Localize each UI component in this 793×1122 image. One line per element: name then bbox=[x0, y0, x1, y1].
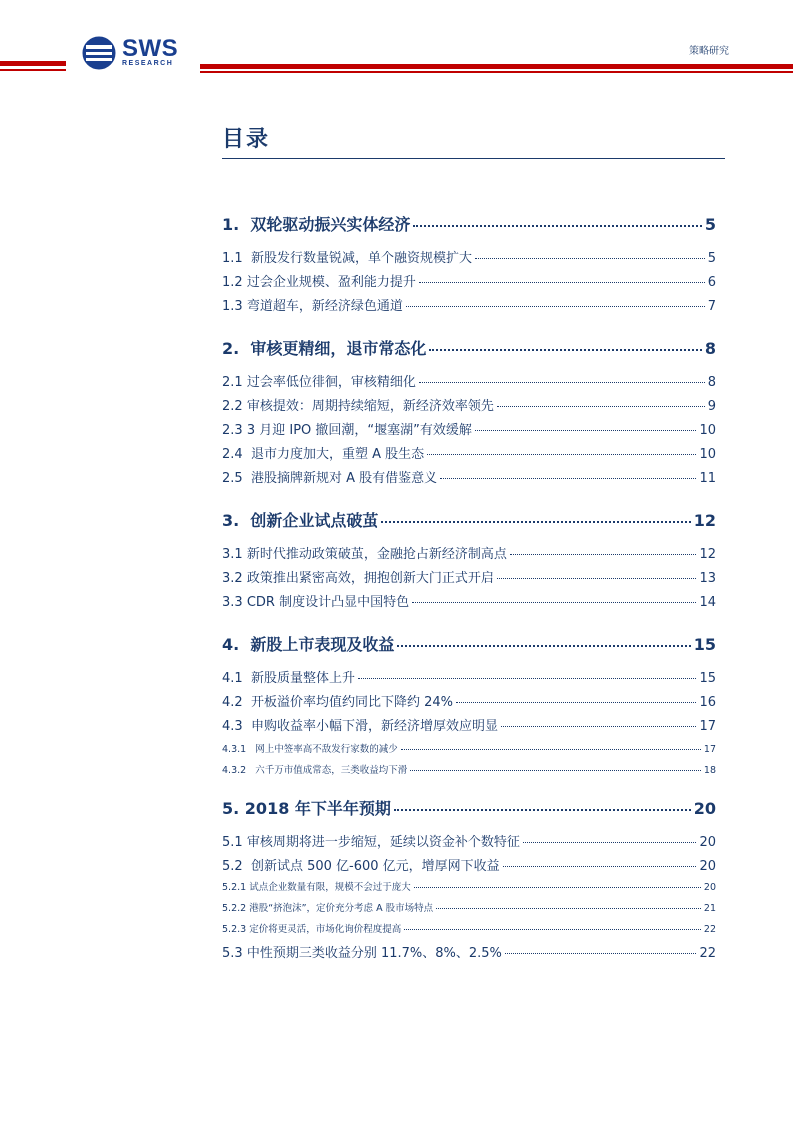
toc-entry[interactable] bbox=[222, 419, 716, 438]
toc-entry-text: 过会企业规模、盈利能力提升 bbox=[246, 275, 416, 290]
toc-entry[interactable] bbox=[222, 942, 716, 961]
toc-entry-number: 2. bbox=[222, 339, 240, 358]
toc-entry-text: 双轮驱动振兴实体经济 bbox=[250, 215, 411, 234]
toc-entry-text: 审核提效：周期持续缩短，新经济效率领先 bbox=[246, 399, 494, 414]
toc-entry-text: 创新企业试点破茧 bbox=[250, 511, 379, 530]
toc-entry-text: 网上中签率高不敌发行家数的减少 bbox=[255, 744, 398, 755]
toc-entry-number: 5.2 bbox=[222, 859, 243, 874]
toc-entry-text: 中性预期三类收益分别 11.7%、8%、2.5% bbox=[246, 946, 502, 961]
toc-entry-number: 2.5 bbox=[222, 471, 243, 486]
toc-entry-number: 5.2.1 bbox=[222, 882, 247, 893]
toc-entry-text: 新股发行数量锐减，单个融资规模扩大 bbox=[250, 251, 472, 266]
toc-entry-number: 5. bbox=[222, 799, 240, 818]
toc-entry[interactable] bbox=[222, 271, 716, 290]
toc-leader bbox=[404, 929, 701, 930]
logo-wordmark: SWS bbox=[122, 35, 179, 62]
toc-entry[interactable] bbox=[222, 741, 716, 755]
toc-leader bbox=[497, 406, 705, 407]
toc-entry-page: 11 bbox=[699, 471, 716, 486]
toc-leader bbox=[505, 953, 697, 954]
toc-entry-page: 7 bbox=[707, 299, 716, 314]
toc-entry-number: 4.3 bbox=[222, 719, 243, 734]
toc-leader bbox=[419, 382, 705, 383]
toc-entry[interactable] bbox=[222, 632, 716, 655]
toc-entry-number: 1. bbox=[222, 215, 240, 234]
toc-entry-number: 1.1 bbox=[222, 251, 243, 266]
toc-entry-number: 3.2 bbox=[222, 571, 243, 586]
toc-entry-number: 4. bbox=[222, 635, 240, 654]
toc-entry-page: 9 bbox=[707, 399, 716, 414]
toc-leader bbox=[436, 908, 701, 909]
toc-entry-number: 5.3 bbox=[222, 946, 243, 961]
toc-entry-text: 政策推出紧密高效，拥抱创新大门正式开启 bbox=[246, 571, 494, 586]
toc-entry-page: 8 bbox=[704, 339, 716, 358]
toc-leader bbox=[501, 726, 696, 727]
toc-entry-text: 过会率低位徘徊，审核精细化 bbox=[246, 375, 416, 390]
toc-entry[interactable] bbox=[222, 212, 716, 235]
toc-entry-page: 15 bbox=[699, 671, 716, 686]
toc-leader bbox=[429, 349, 701, 351]
toc-entry[interactable] bbox=[222, 295, 716, 314]
toc-leader bbox=[394, 809, 691, 811]
toc-entry-text: 3 月迎 IPO 撤回潮，“堰塞湖”有效缓解 bbox=[246, 423, 472, 438]
toc-entry-number: 3.3 bbox=[222, 595, 243, 610]
toc-entry-text: 退市力度加大，重塑 A 股生态 bbox=[250, 447, 425, 462]
toc-entry-number: 5.1 bbox=[222, 835, 243, 850]
toc-leader bbox=[523, 842, 697, 843]
toc-leader bbox=[456, 702, 696, 703]
toc-entry[interactable] bbox=[222, 855, 716, 874]
toc-entry-number: 2.4 bbox=[222, 447, 243, 462]
toc-entry-text: 港股“挤泡沫”，定价充分考虑 A 股市场特点 bbox=[249, 903, 434, 914]
toc-entry[interactable] bbox=[222, 715, 716, 734]
toc-entry[interactable] bbox=[222, 691, 716, 710]
toc-entry-number: 5.2.3 bbox=[222, 924, 247, 935]
toc-leader bbox=[412, 602, 696, 603]
toc-leader bbox=[475, 430, 697, 431]
toc-leader bbox=[397, 645, 690, 647]
toc-entry-text: 定价将更灵活，市场化询价程度提高 bbox=[249, 924, 402, 935]
toc-entry-page: 12 bbox=[699, 547, 716, 562]
toc-entry-number: 2.1 bbox=[222, 375, 243, 390]
toc-entry-number: 4.3.1 bbox=[222, 744, 247, 755]
header-rule-left-thin bbox=[0, 69, 66, 71]
toc-entry-number: 2.2 bbox=[222, 399, 243, 414]
toc-leader bbox=[475, 258, 705, 259]
toc-entry[interactable] bbox=[222, 831, 716, 850]
toc-entry-page: 10 bbox=[699, 447, 716, 462]
toc-entry-text: 审核更精细，退市常态化 bbox=[250, 339, 427, 358]
toc-entry-page: 14 bbox=[699, 595, 716, 610]
toc-entry-page: 16 bbox=[699, 695, 716, 710]
toc-entry[interactable] bbox=[222, 796, 716, 819]
toc-entry-page: 21 bbox=[703, 903, 716, 914]
toc-entry[interactable] bbox=[222, 762, 716, 776]
toc-entry[interactable] bbox=[222, 395, 716, 414]
toc-entry-text: 审核周期将进一步缩短，延续以资金补个数特征 bbox=[246, 835, 520, 850]
toc-entry[interactable] bbox=[222, 508, 716, 531]
toc-title-divider bbox=[222, 158, 725, 159]
toc-entry-page: 22 bbox=[699, 946, 716, 961]
toc-entry-text: 开板溢价率均值约同比下降约 24% bbox=[250, 695, 453, 710]
toc-entry-text: 弯道超车，新经济绿色通道 bbox=[246, 299, 403, 314]
toc-entry-page: 5 bbox=[704, 215, 716, 234]
toc-leader bbox=[413, 225, 701, 227]
toc-entry-number: 4.3.2 bbox=[222, 765, 247, 776]
toc-leader bbox=[419, 282, 705, 283]
toc-entry[interactable] bbox=[222, 879, 716, 893]
toc-entry[interactable] bbox=[222, 247, 716, 266]
toc-entry-number: 4.2 bbox=[222, 695, 243, 710]
toc-entry-page: 20 bbox=[693, 799, 716, 818]
toc-entry[interactable] bbox=[222, 543, 716, 562]
toc-leader bbox=[406, 306, 705, 307]
toc-entry-text: 创新试点 500 亿-600 亿元，增厚网下收益 bbox=[250, 859, 500, 874]
toc-leader bbox=[401, 749, 701, 750]
toc-entry-number: 2.3 bbox=[222, 423, 243, 438]
toc-entry-page: 15 bbox=[693, 635, 716, 654]
toc-entry-number: 3.1 bbox=[222, 547, 243, 562]
toc-entry-text: 试点企业数量有限，规模不会过于庞大 bbox=[249, 882, 411, 893]
toc-entry-page: 10 bbox=[699, 423, 716, 438]
toc-entry-page: 13 bbox=[699, 571, 716, 586]
sws-logo bbox=[82, 36, 192, 70]
toc-entry-text: CDR 制度设计凸显中国特色 bbox=[246, 595, 410, 610]
toc-entry[interactable] bbox=[222, 467, 716, 486]
toc-leader bbox=[410, 770, 701, 771]
header-rule-right-thin bbox=[200, 71, 793, 73]
toc-entry[interactable] bbox=[222, 921, 716, 935]
toc-entry-page: 5 bbox=[707, 251, 716, 266]
toc-entry-number: 4.1 bbox=[222, 671, 243, 686]
toc-entry[interactable] bbox=[222, 371, 716, 390]
page-header bbox=[0, 0, 793, 80]
toc-leader bbox=[414, 887, 701, 888]
toc-entry-page: 20 bbox=[699, 835, 716, 850]
section-label: 策略研究 bbox=[689, 46, 729, 57]
sws-logo-mark-icon bbox=[82, 36, 116, 70]
toc-entry-number: 1.2 bbox=[222, 275, 243, 290]
header-rule-right bbox=[200, 64, 793, 69]
toc-entry-page: 18 bbox=[703, 765, 716, 776]
toc-entry-text: 六千万市值成常态，三类收益均下滑 bbox=[255, 765, 408, 776]
toc-entry[interactable] bbox=[222, 443, 716, 462]
toc-entry-text: 港股摘牌新规对 A 股有借鉴意义 bbox=[250, 471, 438, 486]
toc-entry-number: 1.3 bbox=[222, 299, 243, 314]
toc-leader bbox=[503, 866, 697, 867]
toc-entry[interactable] bbox=[222, 667, 716, 686]
toc-entry-page: 20 bbox=[699, 859, 716, 874]
toc-entry-page: 12 bbox=[693, 511, 716, 530]
toc-leader bbox=[497, 578, 697, 579]
toc-entry-page: 20 bbox=[703, 882, 716, 893]
toc-entry-number: 5.2.2 bbox=[222, 903, 247, 914]
toc-title: 目录 bbox=[222, 127, 271, 152]
toc-leader bbox=[510, 554, 697, 555]
toc-entry-page: 8 bbox=[707, 375, 716, 390]
toc-entry-page: 22 bbox=[703, 924, 716, 935]
toc-entry-text: 新时代推动政策破茧，金融抢占新经济制高点 bbox=[246, 547, 507, 562]
toc-leader bbox=[440, 478, 696, 479]
toc-entry-text: 2018 年下半年预期 bbox=[244, 799, 391, 818]
toc-entry[interactable] bbox=[222, 900, 716, 914]
toc-entry-text: 新股上市表现及收益 bbox=[250, 635, 395, 654]
toc-entry-page: 6 bbox=[707, 275, 716, 290]
toc-entry-page: 17 bbox=[703, 744, 716, 755]
toc-leader bbox=[358, 678, 696, 679]
toc-entry-number: 3. bbox=[222, 511, 240, 530]
toc-entry-text: 新股质量整体上升 bbox=[250, 671, 355, 686]
header-rule-left bbox=[0, 61, 66, 66]
toc-entry-page: 17 bbox=[699, 719, 716, 734]
toc-entry[interactable] bbox=[222, 336, 716, 359]
toc-entry-text: 申购收益率小幅下滑，新经济增厚效应明显 bbox=[250, 719, 498, 734]
logo-subtitle: RESEARCH bbox=[122, 60, 174, 67]
toc-leader bbox=[381, 521, 690, 523]
toc-leader bbox=[427, 454, 696, 455]
toc-entry[interactable] bbox=[222, 591, 716, 610]
toc-entry[interactable] bbox=[222, 567, 716, 586]
